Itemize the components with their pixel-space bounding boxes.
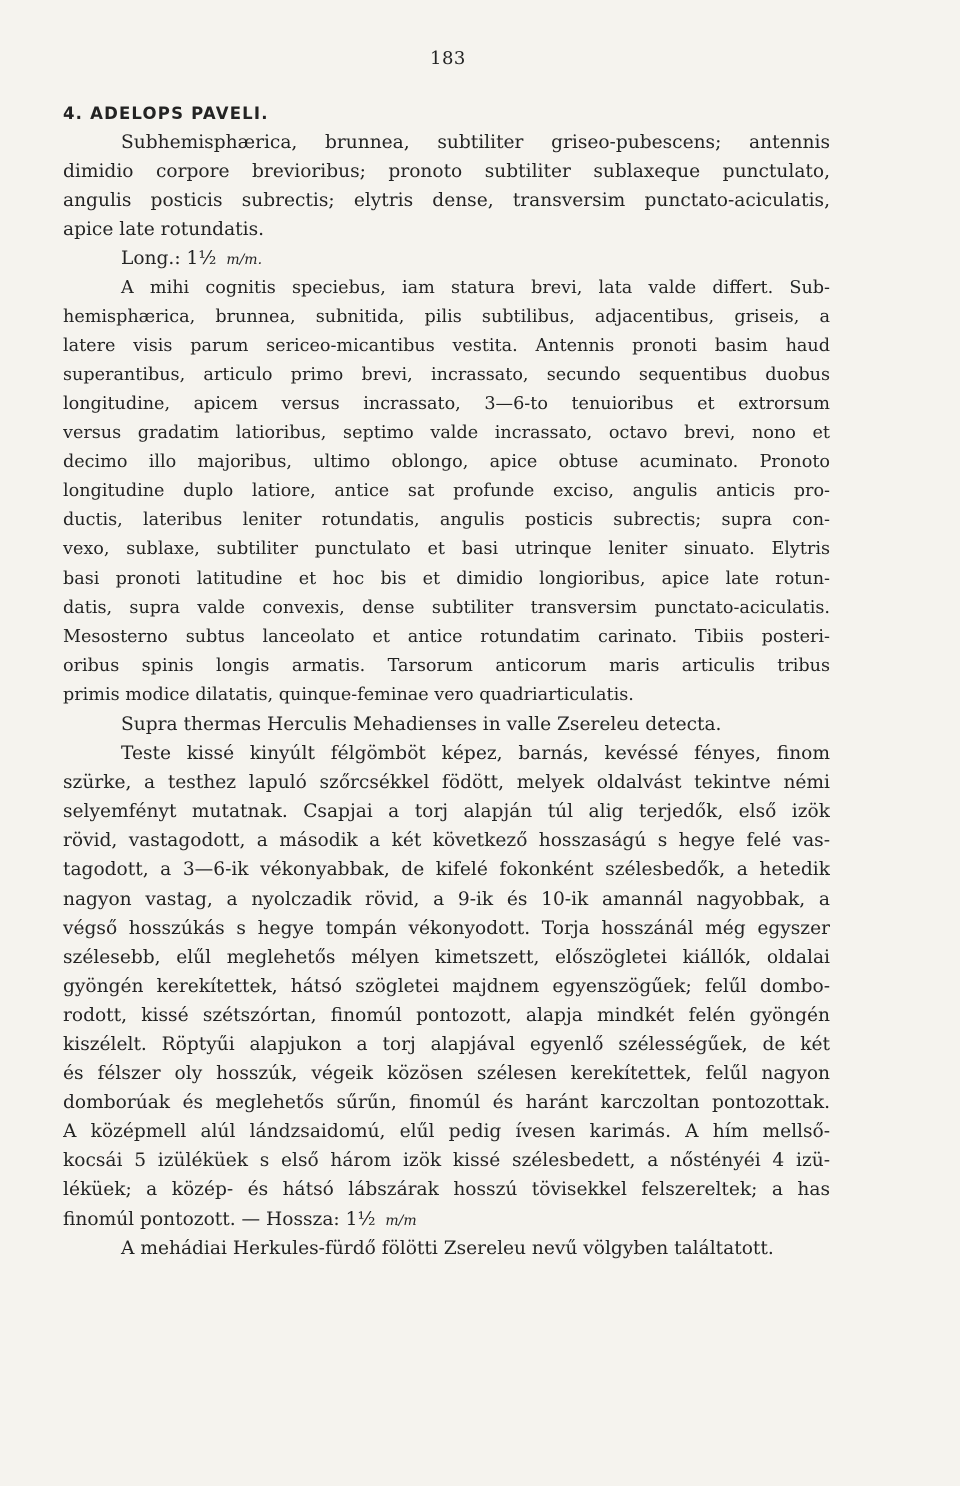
latin-body-line: A mihi cognitis speciebus, iam statura brevi, lata valde differt. Sub- — [121, 277, 830, 298]
hungarian-body-line: és félszer oly hosszúk, végeik közösen szélesen kerekítettek, felűl nagyon — [63, 1063, 830, 1085]
latin-body-line: datis, supra valde convexis, dense subtiliter transversim punctato-aciculatis. — [63, 597, 830, 618]
hungarian-body-line: léküek; a közép- és hátsó lábszárak hosszú tövisekkel felszereltek; a has — [63, 1179, 830, 1201]
latin-diagnosis — [63, 128, 830, 244]
latin-description-line: Subhemisphærica, brunnea, subtiliter griseo-pubescens; antennis — [121, 132, 830, 154]
page-number: 183 — [430, 48, 466, 69]
hungarian-body-line: rövid, vastagodott, a második a két következő hosszaságú s hegye felé vas- — [63, 830, 830, 852]
latin-length-unit: m/m. — [226, 252, 263, 269]
latin-body-line: primis modice dilatatis, quinque-feminae vero quadriarticulatis. — [63, 684, 634, 705]
hungarian-body — [63, 739, 830, 1205]
latin-body-line: oribus spinis longis armatis. Tarsorum anticorum maris articulis tribus — [63, 655, 830, 676]
latin-body-line: superantibus, articulo primo brevi, incrassato, secundo sequentibus duobus — [63, 364, 830, 385]
hungarian-length-text: finomúl pontozott. — Hossza: — [63, 1208, 340, 1230]
latin-body-line: longitudine duplo latiore, antice sat profunde exciso, angulis anticis pro- — [63, 481, 830, 502]
hungarian-body-line: selyemfényt mutatnak. Csapjai a torj alapján túl alig terjedők, első izök — [63, 801, 830, 823]
latin-locality: Supra thermas Herculis Mehadienses in valle Zsereleu detecta. — [121, 713, 722, 735]
hungarian-body-line: végső hosszúkás s hegye tompán vékonyodott. Torja hosszánál még egyszer — [63, 917, 830, 939]
latin-body-line: basi pronoti latitudine et hoc bis et dimidio longioribus, apice late rotun- — [63, 568, 830, 589]
latin-description-line: angulis posticis subrectis; elytris dense, transversim punctato-aciculatis, — [63, 190, 830, 212]
latin-body-line: ductis, lateribus leniter rotundatis, angulis posticis subrectis; supra con- — [63, 510, 830, 531]
latin-body-line: longitudine, apicem versus incrassato, 3—6-to tenuioribus et extrorsum — [63, 393, 830, 414]
hungarian-locality: A mehádiai Herkules-fürdő fölötti Zsereleu nevű völgyben találtatott. — [121, 1237, 774, 1259]
latin-description-line: apice late rotundatis. — [63, 219, 265, 241]
hungarian-body-line: rodott, kissé szétszórtan, finomúl pontozott, alapja mindkét felén gyöngén — [63, 1004, 830, 1026]
hungarian-body-line: nagyon vastag, a nyolczadik rövid, a 9-ik és 10-ik amannál nagyobbak, a — [63, 888, 830, 910]
latin-body — [63, 274, 830, 710]
latin-body-line: Mesosterno subtus lanceolato et antice rotundatim carinato. Tibiis posteri- — [63, 626, 830, 647]
hungarian-body-line: kiszélelt. Röptyűi alapjukon a torj alapjával egyenlő szélességűek, de két — [63, 1034, 830, 1055]
hungarian-body-line: szürke, a testhez lapuló szőrcsékkel födött, melyek oldalvást tekintve némi — [63, 772, 830, 794]
latin-body-line: hemisphærica, brunnea, subnitida, pilis subtilibus, adjacentibus, griseis, a — [63, 306, 830, 327]
species-heading: 4. ADELOPS PAVELI. — [63, 104, 269, 123]
hungarian-length-line — [63, 1205, 830, 1234]
hungarian-body-line: domborúak és meglehetős sűrűn, finomúl és haránt karczoltan pontozottak. — [63, 1092, 830, 1114]
hungarian-body-line: A középmell alúl lándzsaidomú, elűl pedig ívesen karimás. A hím mellső- — [63, 1121, 830, 1143]
latin-body-line: versus gradatim latioribus, septimo valde incrassato, octavo brevi, nono et — [63, 423, 830, 444]
latin-body-line: decimo illo majoribus, ultimo oblongo, apice obtuse acuminato. Pronoto — [63, 452, 830, 473]
hungarian-body-line: szélesebb, elűl meglehetős mélyen kimetszett, előszögletei kiállók, oldalai — [63, 946, 830, 968]
latin-length-line — [63, 244, 830, 273]
latin-body-line: latere visis parum sericeo-micantibus vestita. Antennis pronoti basim haud — [63, 335, 830, 356]
latin-body-line: vexo, sublaxe, subtiliter punctulato et basi utrinque leniter sinuato. Elytris — [63, 539, 830, 560]
latin-length-value: 1½ — [186, 248, 217, 270]
hungarian-body-line: kocsái 5 izüléküek s első három izök kissé szélesbedett, a nőstényéi 4 izü- — [63, 1150, 830, 1172]
latin-length-label: Long.: — [121, 248, 181, 270]
hungarian-body-line: Teste kissé kinyúlt félgömböt képez, barnás, kevéssé fényes, finom — [121, 743, 830, 765]
latin-description-line: dimidio corpore brevioribus; pronoto subtiliter sublaxeque punctulato, — [63, 161, 830, 183]
article-body — [63, 99, 830, 1263]
hungarian-length-unit: m/m — [385, 1212, 417, 1229]
hungarian-body-line: gyöngén kerekítettek, hátsó szögletei majdnem egyenszögűek; felűl dombo- — [63, 975, 830, 997]
hungarian-length-value: 1½ — [345, 1208, 376, 1230]
hungarian-body-line: tagodott, a 3—6-ik vékonyabbak, de kifelé fokonként szélesbedők, a hetedik — [63, 859, 830, 881]
